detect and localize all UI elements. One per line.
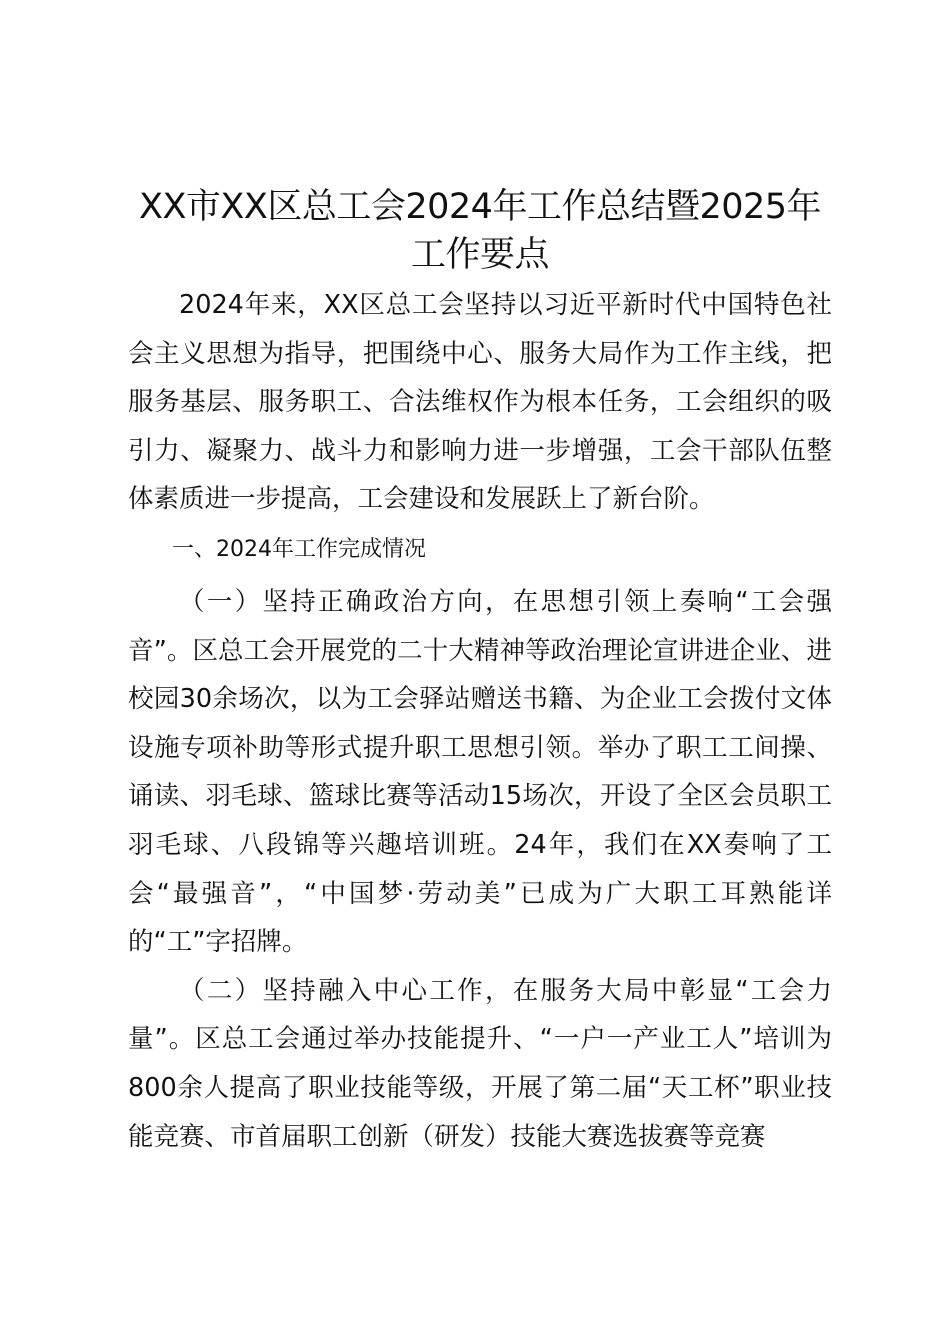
body-paragraph-1: （一）坚持正确政治方向，在思想引领上奏响“工会强音”。区总工会开展党的二十大精神等政治理论宣讲进企业、进校园30余场次，以为工会驿站赠送书籍、为企业工会拨付文体设施专项补助等形式提升职工思想引领。举办了职工工间操、诵读、羽毛球、篮球比赛等活动15场次，开设了全区会员职工羽毛球、八段锦等兴趣培训班。24年，我们在XX奏响了工会“最强音”，“中国梦·劳动美”已成为广大职工耳熟能详的“工”字招牌。: [128, 586, 832, 958]
intro-paragraph: 2024年来，XX区总工会坚持以习近平新时代中国特色社会主义思想为指导，把围绕中心、服务大局作为工作主线，把服务基层、服务职工、合法维权作为根本任务，工会组织的吸引力、凝聚力、战斗力和影响力进一步增强，工会干部队伍整体素质进一步提高，工会建设和发展跃上了新台阶。: [128, 290, 832, 515]
document-title: XX市XX区总工会2024年工作总结暨2025年工作要点: [138, 187, 822, 275]
body-paragraph-2: （二）坚持融入中心工作，在服务大局中彰显“工会力量”。区总工会通过举办技能提升、“一户一产业工人”培训为800余人提高了职业技能等级，开展了第二届“天工杯”职业技能竞赛、市首届职工创新（研发）技能大赛选拔赛等竞赛: [128, 975, 832, 1152]
section-heading: 一、2024年工作完成情况: [172, 536, 426, 562]
document-body: [128, 183, 832, 1161]
